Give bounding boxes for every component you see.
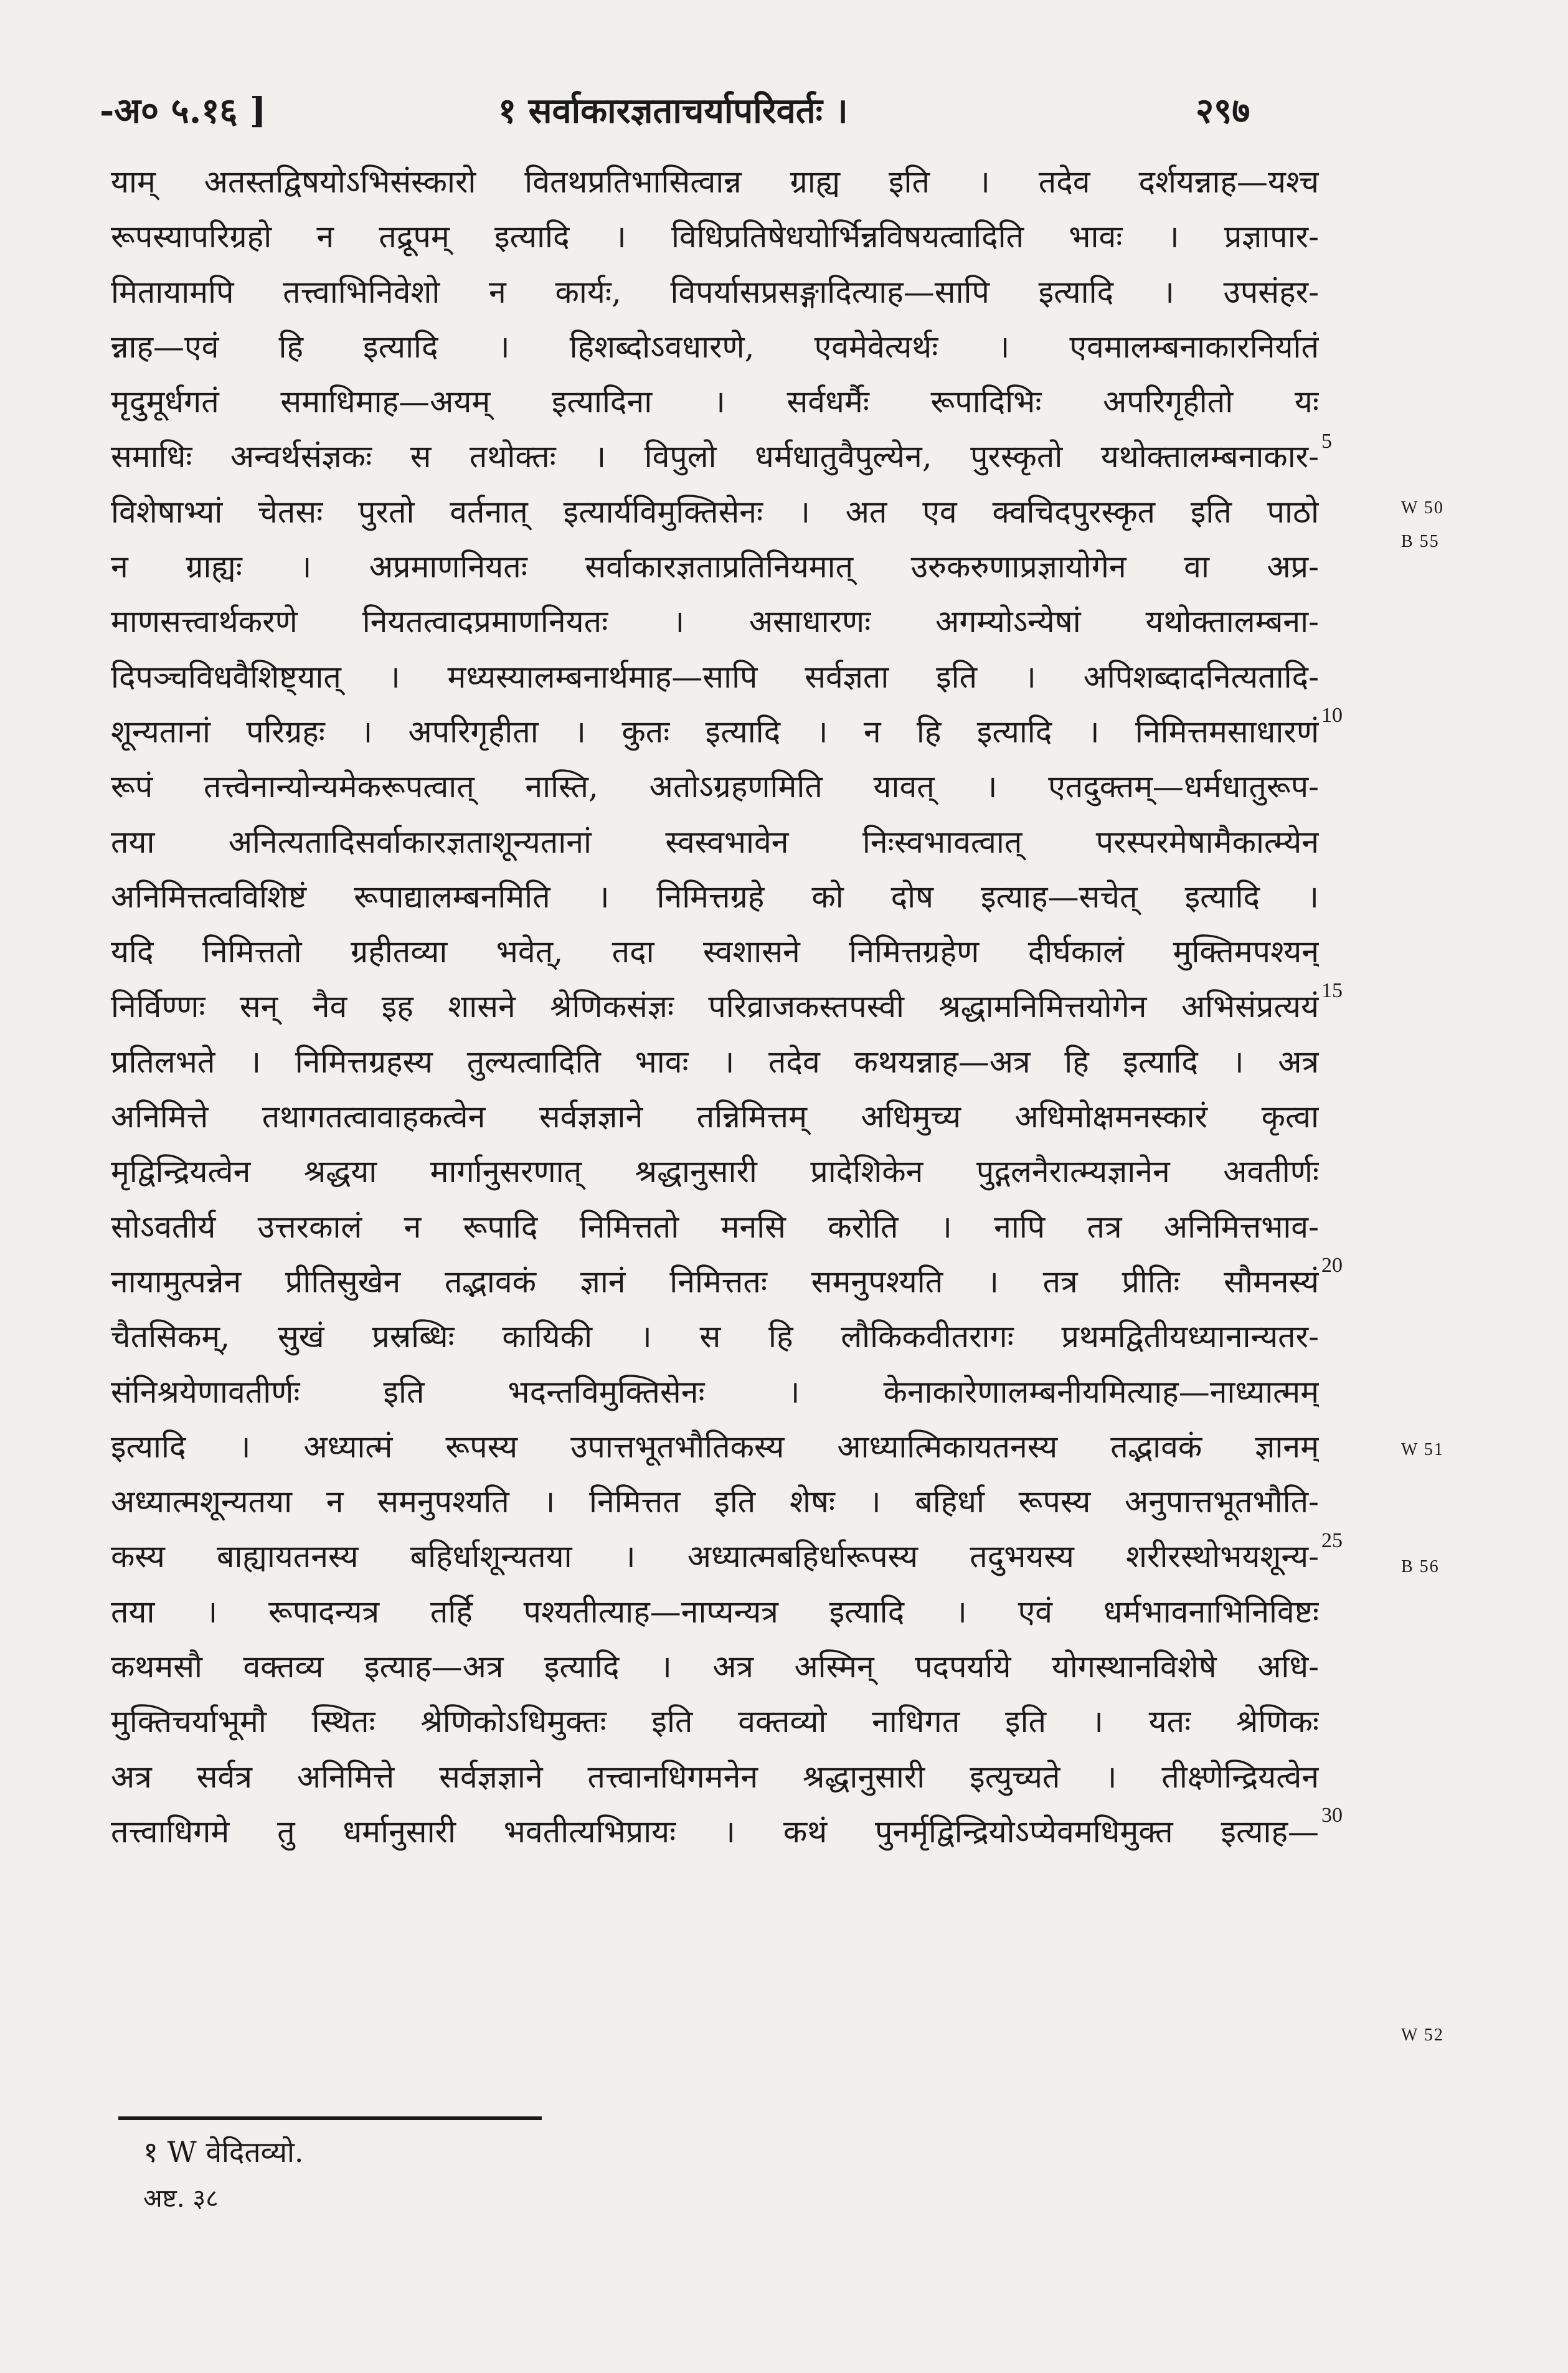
text-line: समाधिः अन्वर्थसंज्ञकः स तथोक्तः । विपुलो धर्मधातुवैपुल्येन, पुरस्कृतो यथोक्तालम्बनाकार-: [111, 438, 1319, 475]
text-line: तत्त्वाधिगमे तु धर्मानुसारी भवतीत्यभिप्रायः । कथं पुनर्मृद्विन्द्रियोऽप्येवमधिमुक्त इत्याह—: [111, 1813, 1319, 1850]
text-line: न्नाह—एवं हि इत्यादि । हिशब्दोऽवधारणे, एवमेवेत्यर्थः । एवमालम्बनाकारनिर्यातं: [111, 328, 1319, 365]
text-line: मितायामपि तत्त्वाभिनिवेशो न कार्यः, विपर्यासप्रसङ्गादित्याह—सापि इत्यादि । उपसंहर-: [111, 273, 1319, 310]
text-line: कथमसौ वक्तव्य इत्याह—अत्र इत्यादि । अत्र अस्मिन् पदपर्याये योगस्थानविशेषे अधि-: [111, 1649, 1319, 1685]
line-number: 15: [1321, 979, 1343, 1002]
text-line: निर्विण्णः सन् नैव इह शासने श्रेणिकसंज्ञः परिव्राजकस्तपस्वी श्रद्धामनिमित्तयोगेन अभिसंप्रत्ययं: [111, 988, 1319, 1025]
text-line: अध्यात्मशून्यतया न समनुपश्यति । निमित्तत इति शेषः । बहिर्धा रूपस्य अनुपात्तभूतभौति-: [111, 1484, 1319, 1520]
line-number: 25: [1321, 1529, 1343, 1552]
text-line: कस्य बाह्यायतनस्य बहिर्धाशून्यतया । अध्यात्मबहिर्धारूपस्य तदुभयस्य शरीरस्थोभयशून्य-: [111, 1538, 1319, 1575]
line-number: 5: [1321, 430, 1332, 453]
footnote: १ W वेदितव्यो.: [143, 2135, 304, 2169]
header-chapter-title: १ सर्वाकारज्ञताचर्यापरिवर्तः ।: [498, 90, 848, 131]
text-line: नायामुत्पन्नेन प्रीतिसुखेन तद्भावकं ज्ञानं निमित्ततः समनुपश्यति । तत्र प्रीतिः सौमनस्यं: [111, 1263, 1319, 1300]
manuscript-ref: W 51: [1401, 1440, 1444, 1459]
text-line: याम् अतस्तद्विषयोऽभिसंस्कारो वितथप्रतिभासित्वान्न ग्राह्य इति । तदेव दर्शयन्नाह—यश्च: [111, 164, 1319, 200]
text-line: मृदुमूर्धगतं समाधिमाह—अयम् इत्यादिना । सर्वधर्मैः रूपादिभिः अपरिगृहीतो यः: [111, 384, 1319, 420]
line-number: 20: [1321, 1254, 1343, 1277]
signature-mark: अष्ट. ३८: [143, 2184, 219, 2213]
text-line: अत्र सर्वत्र अनिमित्ते सर्वज्ञज्ञाने तत्त्वानधिगमनेन श्रद्धानुसारी इत्युच्यते । तीक्ष्णेन्द्रियत्वेन: [111, 1758, 1319, 1795]
text-line: रूपं तत्त्वेनान्योन्यमेकरूपत्वात् नास्ति, अतोऽग्रहणमिति यावत् । एतदुक्तम्—धर्मधातुरूप-: [111, 769, 1319, 805]
text-line: अनिमित्ते तथागतत्वावाहकत्वेन सर्वज्ञज्ञाने तन्निमित्तम् अधिमुच्य अधिमोक्षमनस्कारं कृत्वा: [111, 1099, 1319, 1135]
text-line: शून्यतानां परिग्रहः । अपरिगृहीता । कुतः इत्यादि । न हि इत्यादि । निमित्तमसाधारणं: [111, 713, 1319, 750]
manuscript-ref: B 55: [1401, 532, 1440, 551]
text-line: दिपञ्चविधवैशिष्ट्यात् । मध्यस्यालम्बनार्थमाह—सापि सर्वज्ञता इति । अपिशब्दादनित्यतादि-: [111, 658, 1319, 695]
page-number: २९७: [1196, 90, 1250, 131]
manuscript-ref: B 56: [1401, 1557, 1440, 1576]
text-line: अनिमित्तत्वविशिष्टं रूपाद्यालम्बनमिति । निमित्तग्रहे को दोष इत्याह—सचेत् इत्यादि ।: [111, 878, 1319, 915]
text-line: इत्यादि । अध्यात्मं रूपस्य उपात्तभूतभौतिकस्य आध्यात्मिकायतनस्य तद्भावकं ज्ञानम्: [111, 1428, 1319, 1465]
text-line: रूपस्यापरिग्रहो न तद्रूपम् इत्यादि । विधिप्रतिषेधयोर्भिन्नविषयत्वादिति भावः । प्रज्ञापार-: [111, 219, 1319, 255]
manuscript-ref: W 52: [1401, 2025, 1444, 2045]
running-header: [100, 73, 1345, 136]
footnote-divider: [118, 2116, 542, 2120]
text-line: यदि निमित्ततो ग्रहीतव्या भवेत्, तदा स्वशासने निमित्तग्रहेण दीर्घकालं मुक्तिमपश्यन्: [111, 934, 1319, 970]
text-line: चैतसिकम्, सुखं प्रस्रब्धिः कायिकी । स हि लौकिकवीतरागः प्रथमद्वितीयध्यानान्यतर-: [111, 1319, 1319, 1355]
text-line: मृद्विन्द्रियत्वेन श्रद्धया मार्गानुसरणात् श्रद्धानुसारी प्रादेशिकेन पुद्गलनैरात्म्यज्ञानेन अवतीर्णः: [111, 1153, 1319, 1190]
header-section-ref: -अ० ५.१६ ]: [100, 90, 267, 131]
text-line: मुक्तिचर्याभूमौ स्थितः श्रेणिकोऽधिमुक्तः इति वक्तव्यो नाधिगत इति । यतः श्रेणिकः: [111, 1703, 1319, 1740]
text-line: विशेषाभ्यां चेतसः पुरतो वर्तनात् इत्यार्यविमुक्तिसेनः । अत एव क्वचिदपुरस्कृत इति पाठो: [111, 493, 1319, 530]
manuscript-ref: W 50: [1401, 498, 1444, 518]
body-text: [111, 154, 1319, 1859]
text-line: तया । रूपादन्यत्र तर्हि पश्यतीत्याह—नाप्यन्यत्र इत्यादि । एवं धर्मभावनाभिनिविष्टः: [111, 1593, 1319, 1630]
text-line: संनिश्रयेणावतीर्णः इति भदन्तविमुक्तिसेनः । केनाकारेणालम्बनीयमित्याह—नाध्यात्मम्: [111, 1373, 1319, 1410]
text-line: माणसत्त्वार्थकरणे नियतत्वादप्रमाणनियतः । असाधारणः अगम्योऽन्येषां यथोक्तालम्बना-: [111, 604, 1319, 640]
text-line: प्रतिलभते । निमित्तग्रहस्य तुल्यत्वादिति भावः । तदेव कथयन्नाह—अत्र हि इत्यादि । अत्र: [111, 1043, 1319, 1080]
line-number: 10: [1321, 704, 1343, 727]
text-line: न ग्राह्यः । अप्रमाणनियतः सर्वाकारज्ञताप्रतिनियमात् उरुकरुणाप्रज्ञायोगेन वा अप्र-: [111, 549, 1319, 585]
line-number: 30: [1321, 1804, 1343, 1827]
text-line: सोऽवतीर्य उत्तरकालं न रूपादि निमित्ततो मनसि करोति । नापि तत्र अनिमित्तभाव-: [111, 1208, 1319, 1245]
text-line: तया अनित्यतादिसर्वाकारज्ञताशून्यतानां स्वस्वभावेन निःस्वभावत्वात् परस्परमेषामैकात्म्येन: [111, 823, 1319, 860]
